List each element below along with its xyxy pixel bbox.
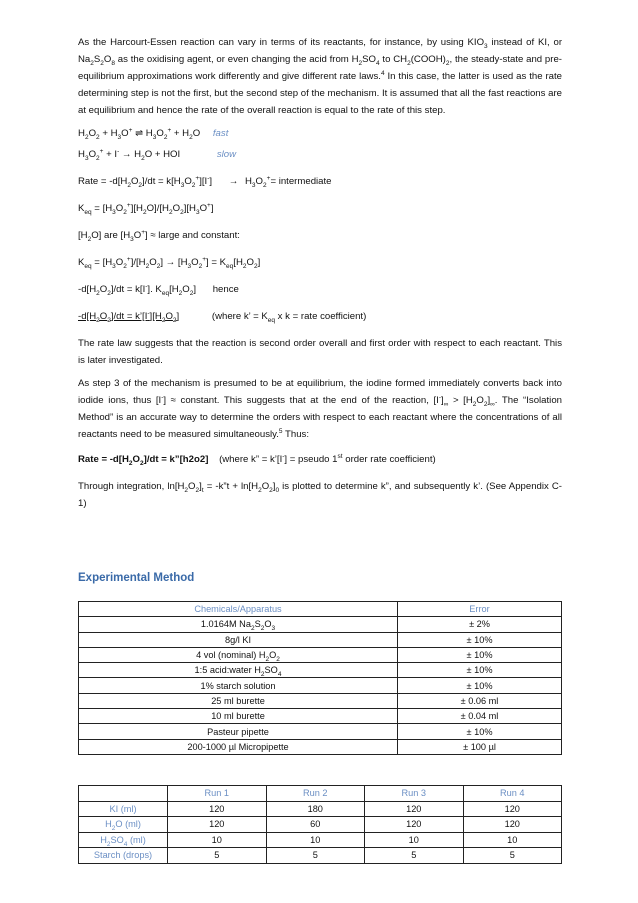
table-row: Pasteur pipette ± 10% bbox=[79, 724, 562, 739]
rate3-equation: $-d[H_2O_2]/dt$ = $k’[I^-][H_2O_2]$ (where k’ = $K_{eq}$ x k = rate coefficient) bbox=[78, 309, 367, 324]
rate-law-paragraph: The rate law suggests that the reaction is second order overall and first order with respect to each reactant. This is later investigated. bbox=[78, 338, 562, 366]
apparatus-error-table bbox=[78, 601, 562, 755]
equation-slow: $H_3O_2^+ + I^- \to H_2O$ + HOI slow bbox=[78, 147, 237, 162]
pseudo-rate-equation: Rate = $-d[H_2O_2]/dt$ = k”[h2o2] (where k” = k’[I-] = pseudo 1st order rate coefficient) bbox=[78, 452, 436, 467]
table-row: 1:5 acid:water $H_2SO_4$ ± 10% bbox=[79, 663, 562, 678]
slow-tag: slow bbox=[216, 149, 237, 160]
table-header-row bbox=[79, 786, 562, 802]
header-run-3: Run 3 bbox=[365, 786, 464, 802]
header-error: Error bbox=[398, 602, 562, 617]
document-body bbox=[78, 34, 562, 518]
table-row: 10 ml burette ± 0.04 ml bbox=[79, 709, 562, 724]
experimental-method-heading: Experimental Method bbox=[78, 572, 195, 584]
header-run-1: Run 1 bbox=[168, 786, 267, 802]
intro-paragraph: As the Harcourt-Essen reaction can vary in terms of its reactants, for instance, by using $KIO_3$ instead of KI, or $Na_2S_2O_8$ as the oxidising agent, or even changing the acid from $H_2SO_4$ to $CH_2(COOH)_2$, the steady-state and pre-equilibrium approximations work differently and give different rate laws.$^4$ In this case, the latter is used as the rate determining step is not the first, but the second step of the mechanism. It is assumed that all the fast reactions are at equilibrium and hence the rate of the overall reaction is equal to the rate of this step. bbox=[78, 37, 563, 116]
fast-tag: fast bbox=[212, 128, 229, 139]
integration-paragraph: Through integration, $\ln[H_2O_2]_t$ = -k”t + $\ln[H_2O_2]_0$ is plotted to determine k”, and subsequently k’. (See Appendix C-1) bbox=[78, 481, 563, 509]
constant-statement: $[H_2O]$ are $[H_3O^+]$ ≈ large and constant: bbox=[78, 228, 240, 243]
rate-equation: Rate = $-d[H_2O_2]/dt = k[H_3O_2^+][I^-] \to H_3O_2^+=$ intermediate bbox=[78, 174, 332, 189]
table-row: $H_2SO_4$ (ml) 10 10 10 10 bbox=[79, 832, 562, 848]
header-chemicals: Chemicals/Apparatus bbox=[79, 602, 398, 617]
keq2-equation: $K_{eq} = [H_3O_2^+]/[H_2O_2] \to [H_3O_2^+] = K_{eq}[H_2O_2]$ bbox=[78, 255, 261, 270]
table-row: $H_2O$ (ml) 120 60 120 120 bbox=[79, 817, 562, 833]
table-row: 200-1000 µl Micropipette ± 100 µl bbox=[79, 739, 562, 754]
table-row: 25 ml burette ± 0.06 ml bbox=[79, 693, 562, 708]
table-row: 1.0164M $Na_2S_2O_3$ ± 2% bbox=[79, 617, 562, 632]
table-row: 4 vol (nominal) $H_2O_2$ ± 10% bbox=[79, 647, 562, 662]
header-run-2: Run 2 bbox=[266, 786, 365, 802]
header-run-4: Run 4 bbox=[463, 786, 562, 802]
isolation-paragraph: As step 3 of the mechanism is presumed to be at equilibrium, the iodine formed immediately converts back into iodide ions, thus [I-] ≈ constant. This suggests that at the end of the reaction, $[I^-]_\infty > [H_2O_2]_\infty$. The “Isolation Method” is an accurate way to determine the orders with respect to each reactant where the concentrations of all reactants need to be measured simultaneously.$^5$ Thus: bbox=[78, 378, 562, 440]
table-row: KI (ml) 120 180 120 120 bbox=[79, 801, 562, 817]
table-header-row bbox=[79, 602, 562, 617]
runs-table bbox=[78, 785, 562, 864]
equation-fast: $H_2O_2 + H_3O^+$ ⇌ $H_3O_2^+ + H_2O$ fast bbox=[78, 126, 229, 141]
table-row: 1% starch solution ± 10% bbox=[79, 678, 562, 693]
keq-equation: $K_{eq} = [H_3O_2^+][H_2O]/[H_2O_2][H_3O^+]$ bbox=[78, 201, 214, 216]
rate2-equation: $-d[H_2O_2]/dt = k[I^-]$. $K_{eq}[H_2O_2]$ hence bbox=[78, 282, 239, 297]
table-row: Starch (drops) 5 5 5 5 bbox=[79, 848, 562, 864]
table-row: 8g/l KI ± 10% bbox=[79, 632, 562, 647]
